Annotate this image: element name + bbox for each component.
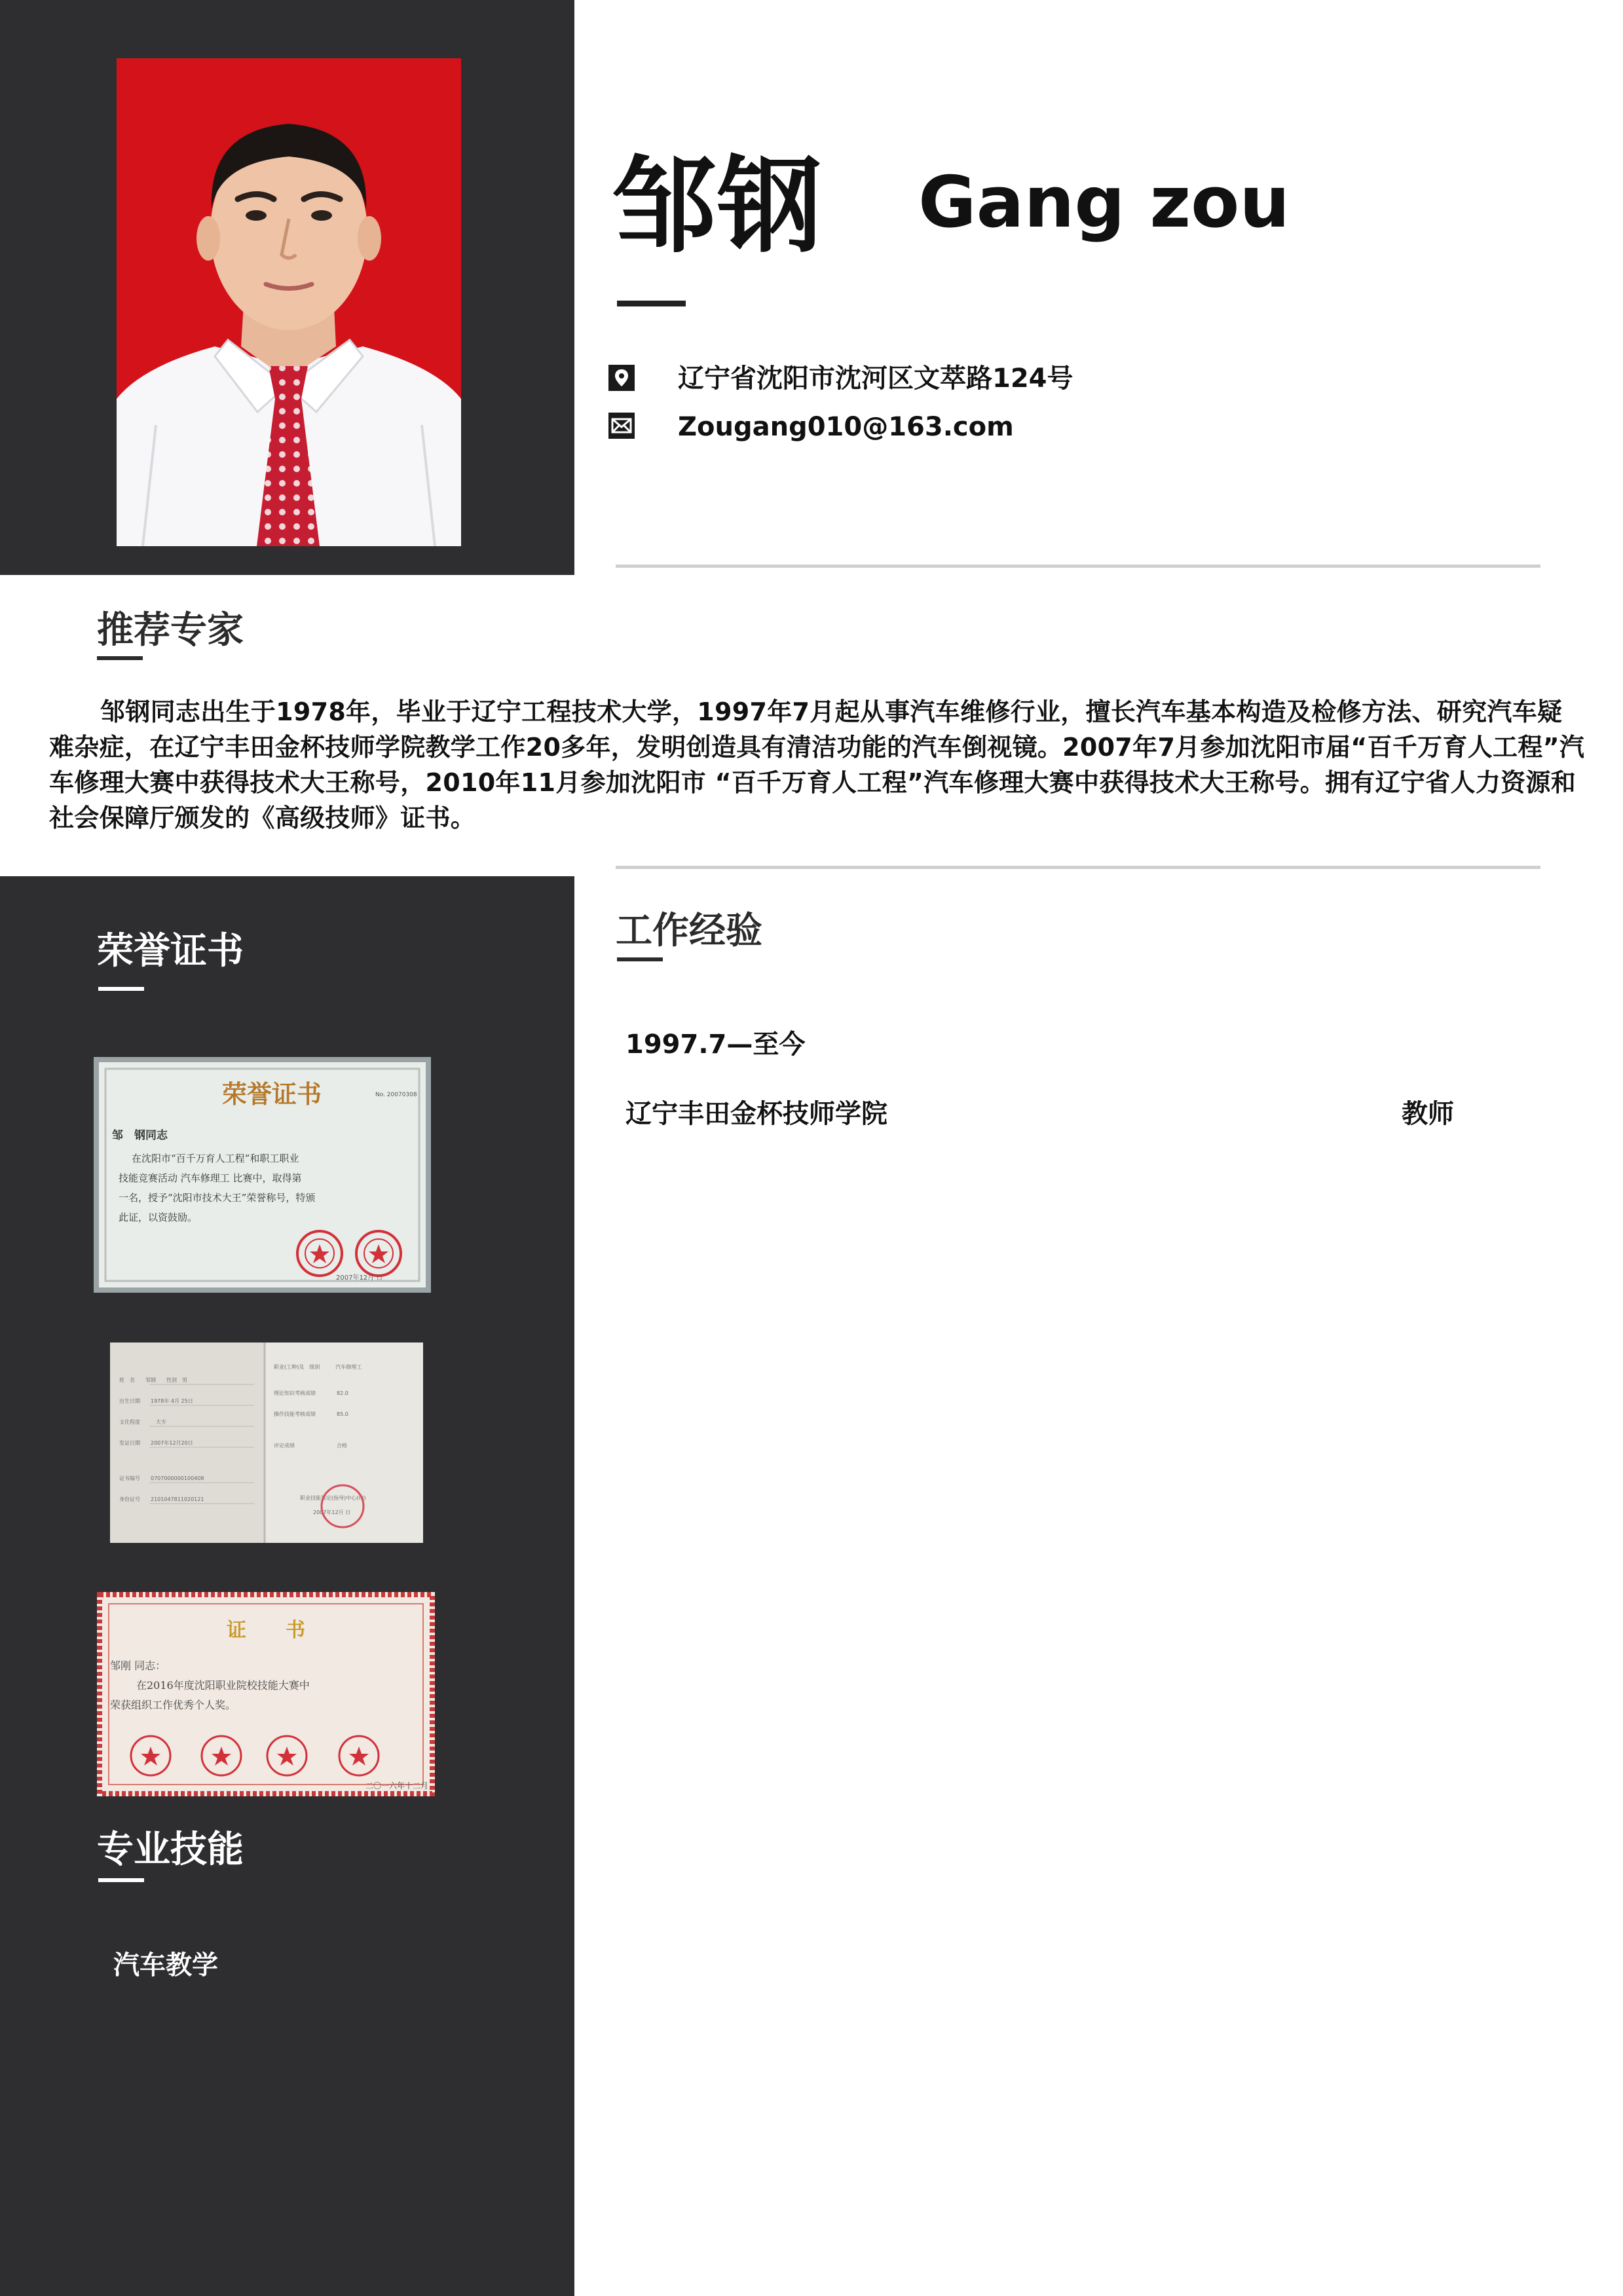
certificate-1-date: 2007年12月 日 [336, 1274, 383, 1282]
certificate-2-right-line: 理论知识考核成绩 82.0 [274, 1390, 348, 1396]
certificate-2-left-line: 证书编号 0707000000100408 [119, 1475, 204, 1481]
certificate-3-line: 邹刚 同志： [110, 1659, 166, 1672]
experience-company: 辽宁丰田金杯技师学院 [625, 1099, 887, 1129]
certificate-2-left-line: 文化程度 大专 [119, 1419, 166, 1425]
certificate-2-left-line: 姓 名 邹钢 性别 男 [119, 1377, 187, 1383]
header-divider [616, 565, 1540, 568]
section-divider [616, 866, 1540, 869]
certificate-1-line: 技能竞赛活动 汽车修理工 比赛中，取得第 [119, 1172, 302, 1184]
certificate-image-3 [97, 1592, 435, 1796]
map-pin-icon [608, 365, 635, 391]
skill-item: 汽车教学 [113, 1950, 218, 1980]
skills-title-bar [98, 1878, 144, 1882]
certificate-1-line: 此证，以资鼓励。 [119, 1212, 198, 1223]
name-english: Gang zou [918, 162, 1290, 244]
address-text: 辽宁省沈阳市沈河区文萃路124号 [678, 363, 1073, 394]
skills-title: 专业技能 [97, 1828, 244, 1871]
name-chinese: 邹钢 [612, 145, 823, 267]
name-underline [617, 301, 686, 306]
certificate-3-heading: 证 书 [227, 1619, 305, 1642]
certificate-image-1 [94, 1057, 431, 1293]
certificate-2-right-line: 职业技能鉴定(指导)中心(印) [300, 1495, 366, 1501]
recommendation-title: 推荐专家 [97, 609, 244, 652]
experience-role: 教师 [1402, 1099, 1454, 1129]
certificate-3-line: 在2016年度沈阳职业院校技能大赛中 [136, 1679, 310, 1692]
experience-date: 1997.7—至今 [625, 1029, 806, 1060]
certificate-1-line: 邹 钢同志 [112, 1129, 168, 1142]
certificate-image-2 [110, 1342, 423, 1543]
honors-title-bar [98, 987, 144, 991]
certificate-2-left-line: 出生日期 1978年 4月 25日 [119, 1398, 193, 1404]
certificate-2-right-line: 评定成绩 合格 [274, 1443, 347, 1449]
certificate-2-right-line: 职业(工种)及 级别 汽车修理工 [274, 1364, 362, 1370]
certificate-1-line: 在沈阳市“百千万育人工程”和职工职业 [132, 1153, 299, 1164]
experience-title-bar [617, 957, 663, 961]
envelope-icon [608, 413, 635, 439]
experience-title: 工作经验 [616, 910, 762, 952]
certificate-2-right-line: 2007年12月 日 [313, 1509, 351, 1515]
certificate-1-line: 一名，授予“沈阳市技术大王”荣誉称号，特颁 [119, 1192, 316, 1204]
recommendation-title-bar [97, 656, 143, 660]
honors-title: 荣誉证书 [97, 930, 244, 972]
profile-photo [117, 58, 461, 546]
certificate-2-left-line: 身份证号 2101047811020121 [119, 1496, 204, 1502]
certificate-2-left-line: 发证日期 2007年12月20日 [119, 1440, 193, 1446]
certificate-3-date: 二〇一六年十二月 [365, 1781, 429, 1790]
certificate-1-heading: 荣誉证书 [221, 1079, 322, 1109]
email-link[interactable]: Zougang010@163.com [678, 412, 1014, 442]
certificate-3-line: 荣获组织工作优秀个人奖。 [110, 1699, 236, 1711]
recommendation-text: 邹钢同志出生于1978年，毕业于辽宁工程技术大学，1997年7月起从事汽车维修行业，擅长汽车基本构造及检修方法、研究汽车疑难杂症，在辽宁丰田金杯技师学院教学工作20多年，发明创造具有清洁功能的汽车倒视镜。2007年7月参加沈阳市届“百千万育人工程”汽车修理大赛中获得技术大王称号，2010年11月参加沈阳市 “百千万育人工程”汽车修理大赛中获得技术大王称号。拥有辽宁省人力资源和社会保障厅颁发的《高级技师》证书。 [49, 697, 1585, 832]
certificate-2-right-line: 操作技能考核成绩 85.0 [274, 1411, 348, 1417]
certificate-1-number: No. 20070308 [375, 1092, 417, 1098]
